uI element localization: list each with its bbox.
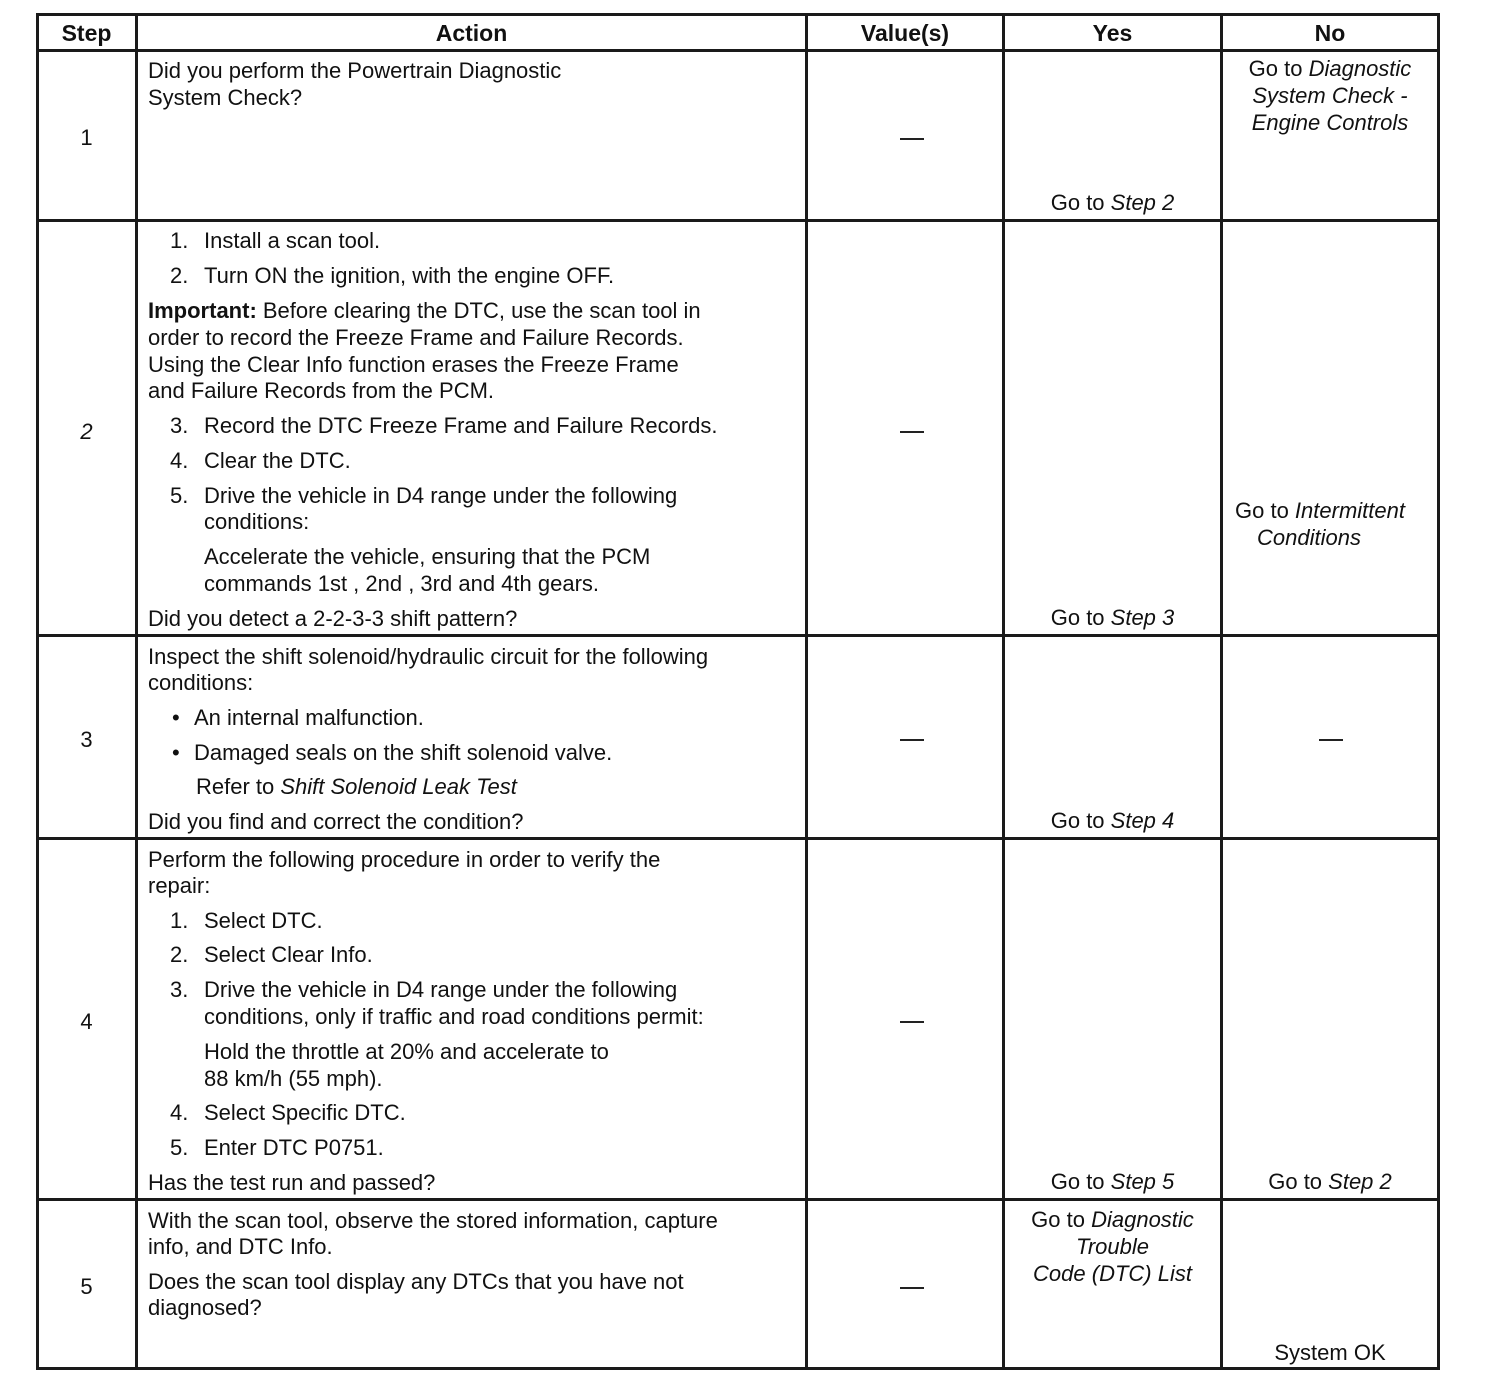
list-item: Drive the vehicle in D4 range under the following: [204, 977, 678, 1002]
list-number: 3.: [170, 413, 189, 438]
list-note: Accelerate the vehicle, ensuring that the PCM: [204, 544, 651, 569]
yes-action[interactable]: Go to Step 5: [1050, 1169, 1175, 1194]
list-item: Record the DTC Freeze Frame and Failure Records.: [204, 413, 718, 438]
no-action[interactable]: Go to Step 2: [1268, 1169, 1392, 1194]
bullet-item: Damaged seals on the shift solenoid valve.: [194, 740, 613, 765]
empty-value-dash: [900, 431, 924, 433]
step-number: 1: [80, 125, 93, 150]
empty-value-dash: [900, 138, 924, 140]
step-link[interactable]: Step 5: [1110, 1169, 1175, 1194]
header-action: Action: [435, 19, 508, 46]
row-divider: [36, 1198, 1440, 1201]
list-number: 2.: [170, 263, 189, 288]
list-note: 88 km/h (55 mph).: [204, 1066, 383, 1091]
procedure-link[interactable]: Engine Controls: [1251, 110, 1409, 135]
step-number: 4: [80, 1009, 93, 1034]
bullet-icon: •: [172, 740, 180, 765]
list-item: Install a scan tool.: [204, 228, 381, 253]
action-text: System Check?: [148, 85, 303, 110]
list-item: conditions, only if traffic and road conditions permit:: [204, 1004, 704, 1029]
empty-value-dash: [900, 1021, 924, 1023]
list-item: Select Specific DTC.: [204, 1100, 406, 1125]
row-divider: [36, 219, 1440, 222]
no-action[interactable]: Go to Intermittent: [1235, 498, 1405, 523]
list-number: 5.: [170, 483, 189, 508]
bullet-icon: •: [172, 705, 180, 730]
step-link[interactable]: Step 2: [1110, 190, 1175, 215]
question-text: diagnosed?: [148, 1295, 262, 1320]
table-border: [1437, 13, 1440, 1370]
header-step: Step: [61, 19, 112, 46]
list-item: Enter DTC P0751.: [204, 1135, 384, 1160]
column-divider: [1002, 13, 1005, 1370]
list-number: 1.: [170, 908, 189, 933]
header-yes: Yes: [1092, 19, 1133, 46]
procedure-link[interactable]: System Check -: [1252, 83, 1408, 108]
list-number: 2.: [170, 942, 189, 967]
table-border: [36, 1367, 1440, 1370]
system-ok-text: System OK: [1274, 1340, 1386, 1365]
empty-value-dash: [900, 739, 924, 741]
empty-value-dash: [1319, 739, 1343, 741]
important-note: Using the Clear Info function erases the Freeze Frame: [148, 352, 679, 377]
table-border: [36, 13, 39, 1370]
question-text: Has the test run and passed?: [148, 1170, 436, 1195]
list-number: 3.: [170, 977, 189, 1002]
question-text: Did you find and correct the condition?: [148, 809, 524, 834]
procedure-link[interactable]: Shift Solenoid Leak Test: [280, 774, 517, 799]
row-divider: [36, 634, 1440, 637]
list-item: Clear the DTC.: [204, 448, 351, 473]
important-note: and Failure Records from the PCM.: [148, 378, 495, 403]
step-number: 3: [80, 727, 93, 752]
no-action[interactable]: Go to Diagnostic: [1248, 56, 1412, 81]
procedure-link[interactable]: Conditions: [1257, 525, 1361, 550]
list-note: commands 1st , 2nd , 3rd and 4th gears.: [204, 571, 600, 596]
action-text: Perform the following procedure in order to verify the: [148, 847, 661, 872]
step-number: 5: [80, 1274, 93, 1299]
procedure-link[interactable]: Trouble: [1076, 1234, 1149, 1259]
bullet-item: An internal malfunction.: [194, 705, 424, 730]
list-number: 5.: [170, 1135, 189, 1160]
column-divider: [805, 13, 808, 1370]
procedure-link[interactable]: Intermittent: [1294, 498, 1405, 523]
list-note: Hold the throttle at 20% and accelerate to: [204, 1039, 609, 1064]
column-divider: [1220, 13, 1223, 1370]
question-text: Did you detect a 2-2-3-3 shift pattern?: [148, 606, 518, 631]
procedure-link[interactable]: Diagnostic: [1091, 1207, 1194, 1232]
action-text: conditions:: [148, 670, 254, 695]
step-link[interactable]: Step 3: [1110, 605, 1175, 630]
list-number: 4.: [170, 1100, 189, 1125]
header-no: No: [1314, 19, 1346, 46]
important-note: Important: Before clearing the DTC, use the scan tool in: [148, 298, 701, 323]
list-item: Turn ON the ignition, with the engine OFF.: [204, 263, 615, 288]
header-values: Value(s): [860, 19, 950, 46]
important-note: order to record the Freeze Frame and Failure Records.: [148, 325, 684, 350]
yes-action[interactable]: Go to Diagnostic: [1031, 1207, 1194, 1232]
step-number: 2: [80, 419, 93, 444]
question-text: Does the scan tool display any DTCs that you have not: [148, 1269, 684, 1294]
list-item: conditions:: [204, 509, 310, 534]
column-divider: [135, 13, 138, 1370]
yes-action[interactable]: Go to Step 3: [1050, 605, 1175, 630]
procedure-link[interactable]: Diagnostic: [1308, 56, 1412, 81]
list-item: Select DTC.: [204, 908, 323, 933]
list-item: Drive the vehicle in D4 range under the following: [204, 483, 678, 508]
list-number: 4.: [170, 448, 189, 473]
action-text: With the scan tool, observe the stored information, capture: [148, 1208, 718, 1233]
refer-text: Refer to Shift Solenoid Leak Test: [196, 774, 517, 799]
important-label: Important:: [148, 298, 257, 323]
yes-action[interactable]: Go to Step 2: [1050, 190, 1175, 215]
row-divider: [36, 837, 1440, 840]
empty-value-dash: [900, 1287, 924, 1289]
procedure-link[interactable]: Code (DTC) List: [1033, 1261, 1192, 1286]
list-number: 1.: [170, 228, 189, 253]
action-text: info, and DTC Info.: [148, 1234, 333, 1259]
action-text: Did you perform the Powertrain Diagnostic: [148, 58, 562, 83]
yes-action[interactable]: Go to Step 4: [1050, 808, 1175, 833]
step-link[interactable]: Step 4: [1110, 808, 1175, 833]
list-item: Select Clear Info.: [204, 942, 373, 967]
action-text: Inspect the shift solenoid/hydraulic circuit for the following: [148, 644, 709, 669]
action-text: repair:: [148, 873, 211, 898]
step-link[interactable]: Step 2: [1328, 1169, 1392, 1194]
